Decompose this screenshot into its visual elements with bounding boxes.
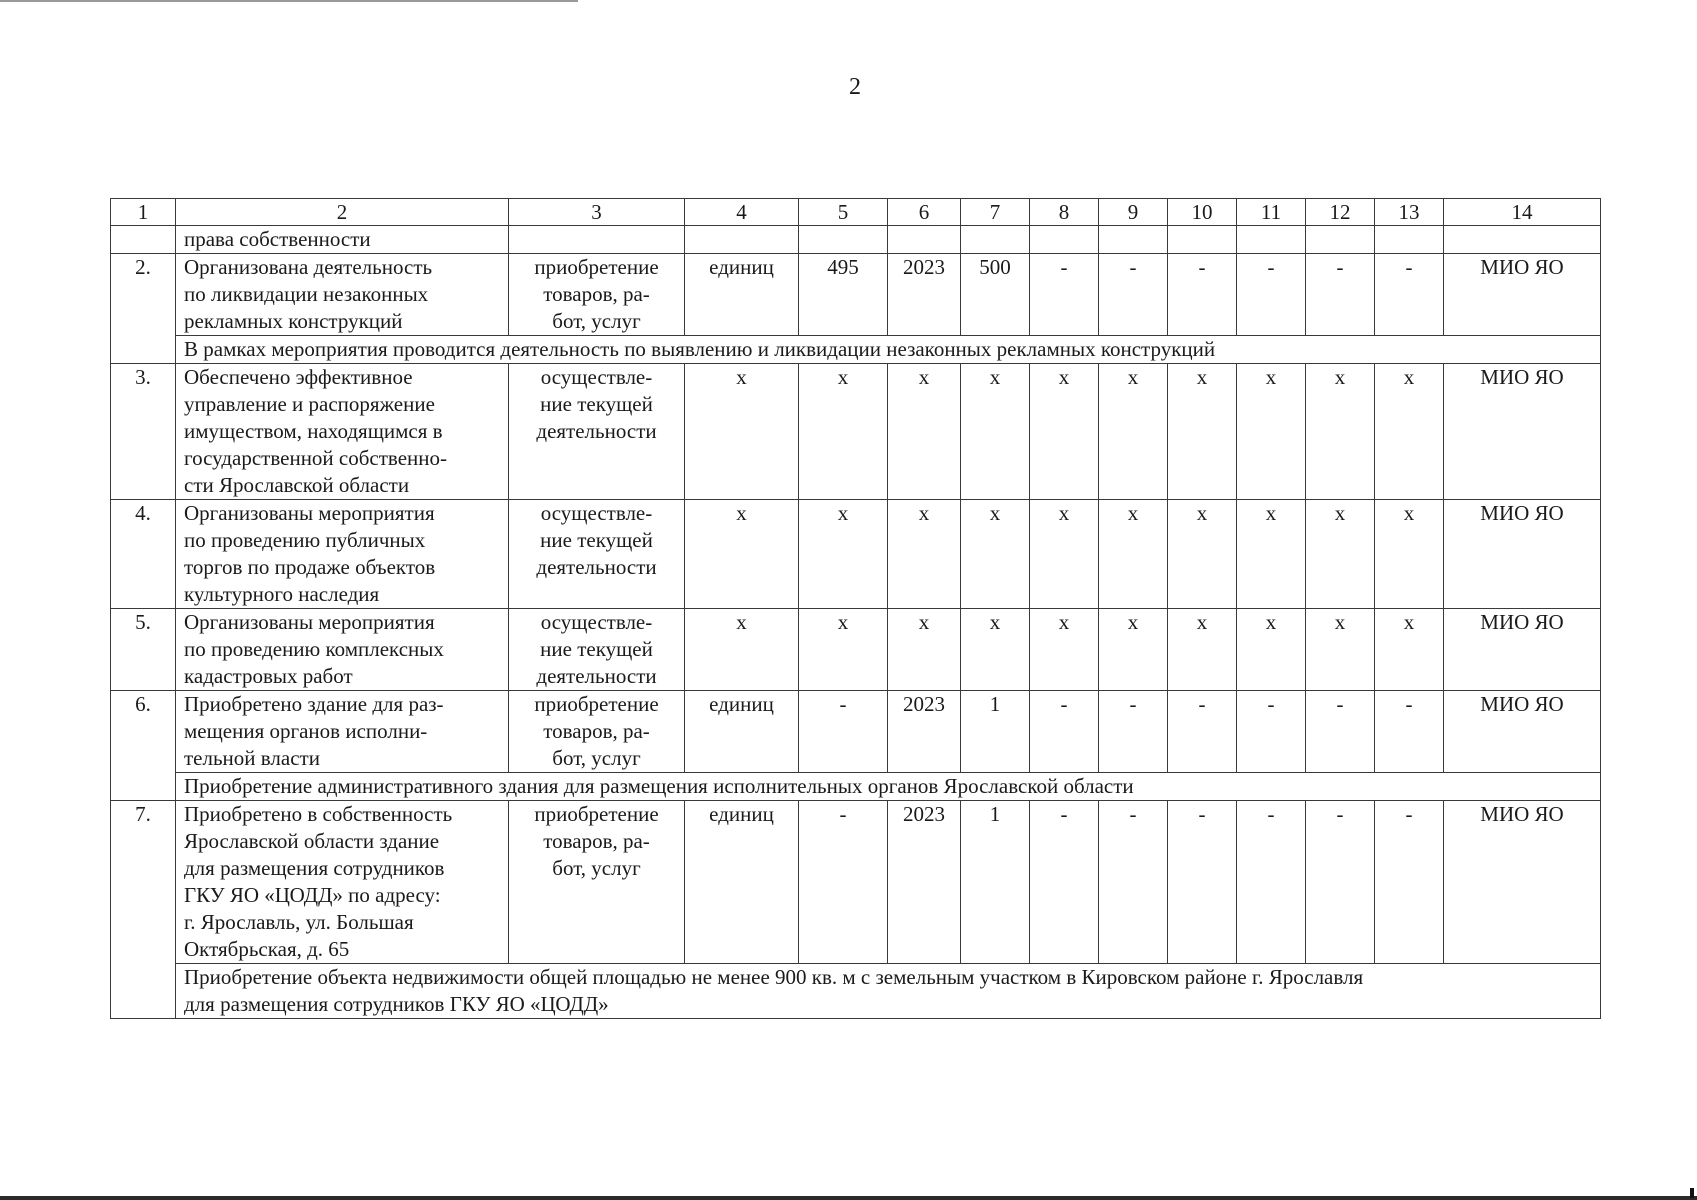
measures-table xyxy=(110,198,1601,1019)
scan-edge-top xyxy=(0,0,578,2)
value-cell-c12: х xyxy=(1306,609,1375,691)
header-cell: 3 xyxy=(509,199,685,226)
cell-line: осуществле- xyxy=(540,365,653,389)
value-cell-c7: х xyxy=(961,500,1030,609)
unit-cell: единиц xyxy=(685,254,799,336)
value-cell-c5: - xyxy=(799,801,888,964)
scan-edge-bottom xyxy=(0,1196,1697,1200)
cell-line: для размещения сотрудников xyxy=(184,856,445,880)
empty-cell xyxy=(961,226,1030,254)
cell-line: Организованы мероприятия xyxy=(184,501,435,525)
empty-cell xyxy=(888,226,961,254)
measure-type xyxy=(509,500,685,609)
cell-line: ние текущей xyxy=(540,392,653,416)
value-cell-c8: - xyxy=(1030,801,1099,964)
empty-cell xyxy=(1444,226,1601,254)
header-cell: 13 xyxy=(1375,199,1444,226)
scan-mark xyxy=(1690,1188,1694,1198)
cell-line: Обеспечено эффективное xyxy=(184,365,413,389)
measure-name xyxy=(176,254,509,336)
cell-line: деятельности xyxy=(536,555,657,579)
cell-line: осуществле- xyxy=(540,501,653,525)
cell-line: деятельности xyxy=(536,419,657,443)
cell-line: управление и распоряжение xyxy=(184,392,435,416)
cell-line: Ярославской области здание xyxy=(184,829,440,853)
measure-name xyxy=(176,609,509,691)
row-number: 3. xyxy=(111,364,176,500)
header-cell: 7 xyxy=(961,199,1030,226)
value-cell-c9: - xyxy=(1099,691,1168,773)
header-cell: 4 xyxy=(685,199,799,226)
cell-line: Организована деятельность xyxy=(184,255,433,279)
cell-line: государственной собственно- xyxy=(184,446,448,470)
unit-cell: единиц xyxy=(685,691,799,773)
value-cell-c9: х xyxy=(1099,364,1168,500)
value-cell-c11: - xyxy=(1237,254,1306,336)
measure-type xyxy=(509,801,685,964)
cell-line: торгов по продаже объектов xyxy=(184,555,436,579)
value-cell-c8: х xyxy=(1030,609,1099,691)
cell-line: культурного наследия xyxy=(184,582,380,606)
value-cell-c7: 1 xyxy=(961,801,1030,964)
value-cell-c12: х xyxy=(1306,364,1375,500)
cell-line: В рамках мероприятия проводится деятельность по выявлению и ликвидации незаконных рекламных конструкций xyxy=(184,337,1216,361)
value-cell-c8: - xyxy=(1030,691,1099,773)
measure-note xyxy=(176,964,1601,1019)
cell-line: бот, услуг xyxy=(552,309,641,333)
value-cell-c10: х xyxy=(1168,609,1237,691)
cell-line: ние текущей xyxy=(540,637,653,661)
value-cell-c5: х xyxy=(799,609,888,691)
executor-cell: МИО ЯО xyxy=(1444,364,1601,500)
empty-cell xyxy=(1237,226,1306,254)
measure-name xyxy=(176,500,509,609)
cell-line: деятельности xyxy=(536,664,657,688)
value-cell-c12: х xyxy=(1306,500,1375,609)
cell-line: г. Ярославль, ул. Большая xyxy=(184,910,414,934)
empty-cell xyxy=(1375,226,1444,254)
header-cell: 8 xyxy=(1030,199,1099,226)
header-cell: 14 xyxy=(1444,199,1601,226)
cell-line: Октябрьская, д. 65 xyxy=(184,937,350,961)
measure-type xyxy=(509,691,685,773)
executor-cell: МИО ЯО xyxy=(1444,691,1601,773)
value-cell-c13: - xyxy=(1375,691,1444,773)
table-row xyxy=(111,691,1601,773)
value-cell-c10: - xyxy=(1168,254,1237,336)
cell-line: приобретение xyxy=(534,802,659,826)
value-cell-c6: 2023 xyxy=(888,254,961,336)
value-cell-c9: - xyxy=(1099,801,1168,964)
value-cell-c13: х xyxy=(1375,364,1444,500)
row-number: 4. xyxy=(111,500,176,609)
value-cell-c7: 500 xyxy=(961,254,1030,336)
note-row xyxy=(111,964,1601,1019)
note-row xyxy=(111,773,1601,801)
cell-line: приобретение xyxy=(534,692,659,716)
value-cell-c13: - xyxy=(1375,254,1444,336)
empty-cell xyxy=(111,226,176,254)
cell-line: по ликвидации незаконных xyxy=(184,282,429,306)
header-cell: 12 xyxy=(1306,199,1375,226)
measure-name xyxy=(176,801,509,964)
unit-cell: х xyxy=(685,500,799,609)
table-row xyxy=(111,254,1601,336)
value-cell-c6: 2023 xyxy=(888,691,961,773)
measure-type xyxy=(509,364,685,500)
value-cell-c7: х xyxy=(961,364,1030,500)
cell-line: рекламных конструкций xyxy=(184,309,403,333)
empty-cell xyxy=(799,226,888,254)
value-cell-c5: 495 xyxy=(799,254,888,336)
cell-line: по проведению комплексных xyxy=(184,637,444,661)
value-cell-c12: - xyxy=(1306,691,1375,773)
value-cell-c13: х xyxy=(1375,500,1444,609)
continuation-text: права собственности xyxy=(176,226,509,254)
value-cell-c6: 2023 xyxy=(888,801,961,964)
value-cell-c10: х xyxy=(1168,500,1237,609)
value-cell-c5: - xyxy=(799,691,888,773)
value-cell-c10: - xyxy=(1168,801,1237,964)
executor-cell: МИО ЯО xyxy=(1444,801,1601,964)
table-row xyxy=(111,609,1601,691)
cell-line: бот, услуг xyxy=(552,746,641,770)
cell-line: ние текущей xyxy=(540,528,653,552)
executor-cell: МИО ЯО xyxy=(1444,500,1601,609)
cell-line: сти Ярославской области xyxy=(184,473,410,497)
cell-line: Приобретено здание для раз- xyxy=(184,692,444,716)
cell-line: кадастровых работ xyxy=(184,664,353,688)
cell-line: для размещения сотрудников ГКУ ЯО «ЦОДД» xyxy=(184,992,609,1016)
cell-line: Приобретено в собственность xyxy=(184,802,453,826)
value-cell-c10: х xyxy=(1168,364,1237,500)
value-cell-c13: - xyxy=(1375,801,1444,964)
continuation-row xyxy=(111,226,1601,254)
measure-note xyxy=(176,773,1601,801)
value-cell-c11: х xyxy=(1237,364,1306,500)
empty-cell xyxy=(1030,226,1099,254)
value-cell-c11: - xyxy=(1237,691,1306,773)
header-cell: 6 xyxy=(888,199,961,226)
header-cell: 2 xyxy=(176,199,509,226)
header-cell: 5 xyxy=(799,199,888,226)
value-cell-c7: 1 xyxy=(961,691,1030,773)
unit-cell: х xyxy=(685,364,799,500)
value-cell-c11: х xyxy=(1237,500,1306,609)
value-cell-c13: х xyxy=(1375,609,1444,691)
value-cell-c11: - xyxy=(1237,801,1306,964)
page-number: 2 xyxy=(849,74,861,100)
executor-cell: МИО ЯО xyxy=(1444,254,1601,336)
empty-cell xyxy=(509,226,685,254)
table-row xyxy=(111,500,1601,609)
cell-line: Приобретение объекта недвижимости общей площадью не менее 900 кв. м с земельным участком в Кировском районе г. Ярославля xyxy=(184,965,1364,989)
table-body xyxy=(111,199,1601,1019)
note-row xyxy=(111,336,1601,364)
table-row xyxy=(111,364,1601,500)
value-cell-c6: х xyxy=(888,500,961,609)
cell-line: товаров, ра- xyxy=(543,719,650,743)
value-cell-c11: х xyxy=(1237,609,1306,691)
value-cell-c12: - xyxy=(1306,801,1375,964)
value-cell-c8: х xyxy=(1030,500,1099,609)
cell-line: приобретение xyxy=(534,255,659,279)
value-cell-c5: х xyxy=(799,364,888,500)
cell-line: по проведению публичных xyxy=(184,528,426,552)
row-number: 6. xyxy=(111,691,176,801)
cell-line: осуществле- xyxy=(540,610,653,634)
header-cell: 11 xyxy=(1237,199,1306,226)
measure-name xyxy=(176,364,509,500)
value-cell-c9: х xyxy=(1099,500,1168,609)
value-cell-c10: - xyxy=(1168,691,1237,773)
value-cell-c7: х xyxy=(961,609,1030,691)
executor-cell: МИО ЯО xyxy=(1444,609,1601,691)
value-cell-c9: - xyxy=(1099,254,1168,336)
row-number: 2. xyxy=(111,254,176,364)
table-row xyxy=(111,801,1601,964)
row-number: 7. xyxy=(111,801,176,1019)
value-cell-c5: х xyxy=(799,500,888,609)
cell-line: ГКУ ЯО «ЦОДД» по адресу: xyxy=(184,883,441,907)
measure-type xyxy=(509,609,685,691)
empty-cell xyxy=(1306,226,1375,254)
value-cell-c6: х xyxy=(888,609,961,691)
cell-line: бот, услуг xyxy=(552,856,641,880)
cell-line: товаров, ра- xyxy=(543,829,650,853)
cell-line: Приобретение административного здания для размещения исполнительных органов Ярославской области xyxy=(184,774,1134,798)
value-cell-c6: х xyxy=(888,364,961,500)
cell-line: Организованы мероприятия xyxy=(184,610,435,634)
cell-line: мещения органов исполни- xyxy=(184,719,428,743)
value-cell-c8: - xyxy=(1030,254,1099,336)
measure-note xyxy=(176,336,1601,364)
header-cell: 10 xyxy=(1168,199,1237,226)
header-row xyxy=(111,199,1601,226)
value-cell-c12: - xyxy=(1306,254,1375,336)
cell-line: товаров, ра- xyxy=(543,282,650,306)
cell-line: имуществом, находящимся в xyxy=(184,419,443,443)
measure-type xyxy=(509,254,685,336)
value-cell-c8: х xyxy=(1030,364,1099,500)
cell-line: тельной власти xyxy=(184,746,320,770)
header-cell: 1 xyxy=(111,199,176,226)
empty-cell xyxy=(1168,226,1237,254)
empty-cell xyxy=(685,226,799,254)
measure-name xyxy=(176,691,509,773)
row-number: 5. xyxy=(111,609,176,691)
empty-cell xyxy=(1099,226,1168,254)
value-cell-c9: х xyxy=(1099,609,1168,691)
unit-cell: единиц xyxy=(685,801,799,964)
header-cell: 9 xyxy=(1099,199,1168,226)
unit-cell: х xyxy=(685,609,799,691)
